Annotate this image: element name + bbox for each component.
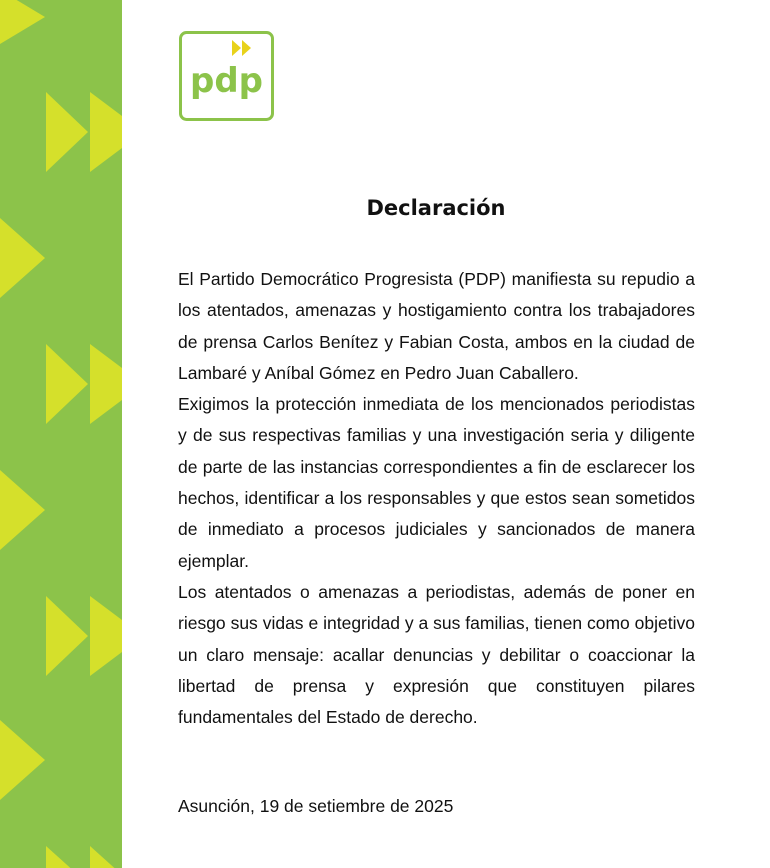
triangle-shape: [90, 92, 122, 172]
triangle-pattern: [0, 0, 122, 868]
triangle-shape: [46, 596, 88, 676]
triangle-shape: [46, 344, 88, 424]
triangle-shape: [0, 0, 45, 44]
paragraph: El Partido Democrático Progresista (PDP) manifiesta su repudio a los atentados, amenazas y hostigamiento contra los trabajadores de prensa Carlos Benítez y Fabian Costa, ambos en la ciudad de Lambaré y Aníbal Gómez en Pedro Juan Caballero.: [178, 269, 695, 383]
triangle-shape: [90, 846, 120, 868]
triangle-shape: [46, 846, 76, 868]
triangle-shape: [90, 344, 122, 424]
triangle-shape: [0, 218, 45, 298]
paragraph: Exigimos la protección inmediata de los mencionados periodistas y de sus respectivas familias y una investigación seria y diligente de parte de las instancias correspondientes a fin de esclarecer los hechos, identificar a los responsables y que estos sean sometidos de inmediato a procesos judiciales y sancionados de manera ejemplar.: [178, 394, 695, 571]
triangle-shape: [0, 720, 45, 800]
document-title: Declaración: [366, 196, 506, 220]
document-body: [178, 264, 695, 733]
triangle-shape: [0, 470, 45, 550]
triangle-shape: [46, 92, 88, 172]
place-and-date: Asunción, 19 de setiembre de 2025: [178, 796, 454, 816]
triangle-shape: [90, 596, 122, 676]
svg-text:pdp: pdp: [189, 61, 264, 101]
decorative-side-band: [0, 0, 122, 868]
paragraph: Los atentados o amenazas a periodistas, además de poner en riesgo sus vidas e integridad y a sus familias, tienen como objetivo un claro mensaje: acallar denuncias y debilitar o coaccionar la libertad de prensa y expresión que constituyen pilares fundamentales del Estado de derecho.: [178, 581, 695, 728]
pdp-logo: [179, 31, 274, 121]
